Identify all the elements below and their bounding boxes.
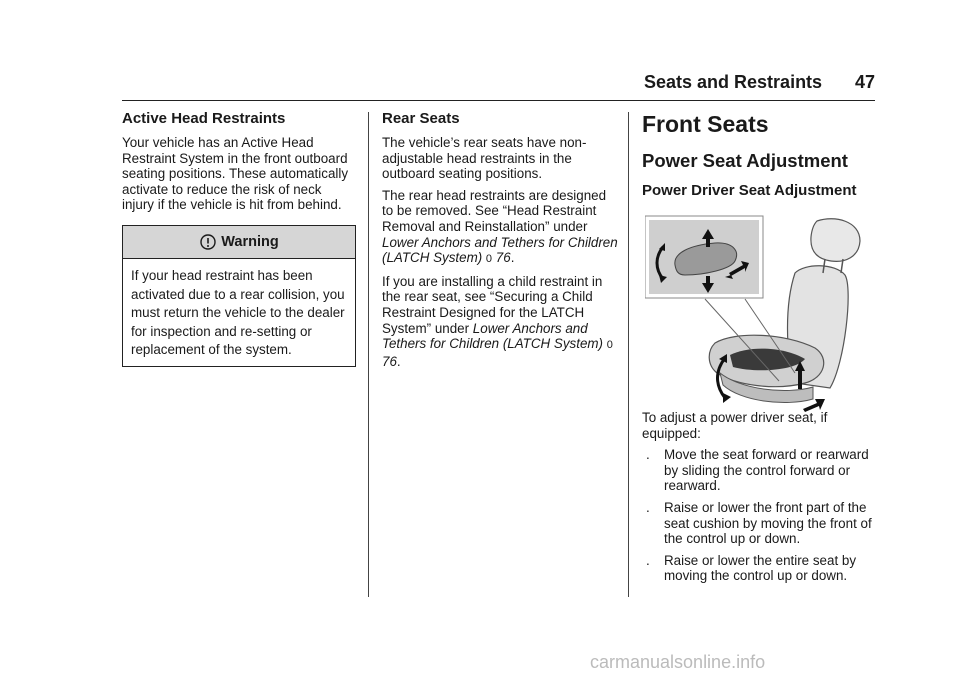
front-seats-title: Front Seats <box>642 111 769 137</box>
rear-seats-text-1: The vehicle’s rear seats have non-adjustable head restraints in the outboard seating positions. <box>382 135 587 182</box>
page-ref-symbol: 0 <box>606 339 613 352</box>
power-seat-intro: To adjust a power driver seat, if equipped: <box>642 410 828 441</box>
rear-seats-text-3-body: If you are installing a child restraint in the rear seat, see “Securing a Child Restraint Designed for the LATCH System” under <box>382 273 603 336</box>
list-item-text: Raise or lower the front part of the seat cushion by moving the front of the control up or down. <box>664 499 872 547</box>
latch-link[interactable]: Lower Anchors and Tethers for Children (LATCH System) <box>382 234 618 266</box>
column-front-seats <box>642 111 878 207</box>
page-ref[interactable]: 76 <box>495 250 511 266</box>
list-item <box>642 553 878 584</box>
bullet: . <box>646 552 650 568</box>
column-active-head-restraints <box>122 110 354 367</box>
list-item-text: Raise or lower the entire seat by moving the control up or down. <box>664 552 857 584</box>
page-ref-symbol: 0 <box>485 253 493 266</box>
headrest <box>811 219 860 262</box>
warning-body: If your head restraint has been activated due to a rear collision, you must return the vehicle to the dealer for inspection and re-setting or replacement of the system. <box>131 267 345 358</box>
power-seat-instructions <box>642 410 878 590</box>
seat-illustration <box>645 213 875 413</box>
warning-header <box>123 226 355 259</box>
page-ref[interactable]: 76 <box>382 353 397 369</box>
latch-link[interactable]: Lower Anchors and Tethers for Children (LATCH System) <box>382 320 604 352</box>
warning-box <box>122 225 356 367</box>
warning-icon <box>199 233 217 251</box>
list-item <box>642 500 878 547</box>
header-divider <box>122 100 875 101</box>
column-divider <box>628 112 629 597</box>
list-item-text: Move the seat forward or rearward by sliding the control forward or rearward. <box>664 447 869 494</box>
page-header <box>580 70 875 98</box>
power-seat-adjustment-heading: Power Seat Adjustment <box>642 150 848 171</box>
bullet: . <box>646 447 650 463</box>
warning-title: Warning <box>221 233 279 250</box>
watermark: carmanualsonline.info <box>590 652 766 672</box>
bullet: . <box>646 499 650 515</box>
section-title: Seats and Restraints <box>644 72 823 92</box>
page-number: 47 <box>854 72 875 92</box>
list-item <box>642 447 878 494</box>
column-rear-seats <box>382 110 618 375</box>
active-head-restraints-text: Your vehicle has an Active Head Restraint System in the front outboard seating positions. These automatically activate to reduce the risk of neck injury if the vehicle is hit from behind. <box>122 135 349 213</box>
column-divider <box>368 112 369 597</box>
active-head-restraints-heading: Active Head Restraints <box>122 110 286 127</box>
rear-seats-text-2-body: The rear head restraints are designed to be removed. See “Head Restraint Removal and Reinstallation” under <box>382 187 607 234</box>
power-driver-seat-heading: Power Driver Seat Adjustment <box>642 182 857 199</box>
rear-seats-text-2: The rear head restraints are designed to be removed. See “Head Restraint Removal and Reinstallation” under Lower Anchors and Tethers for Children (LATCH System) 0 76. <box>382 187 618 266</box>
rear-seats-heading: Rear Seats <box>382 110 460 127</box>
rear-seats-text-3: If you are installing a child restraint in the rear seat, see “Securing a Child Restraint Designed for the LATCH System” under Lower Anchors and Tethers for Children (LATCH System) 0 76. <box>382 273 613 369</box>
